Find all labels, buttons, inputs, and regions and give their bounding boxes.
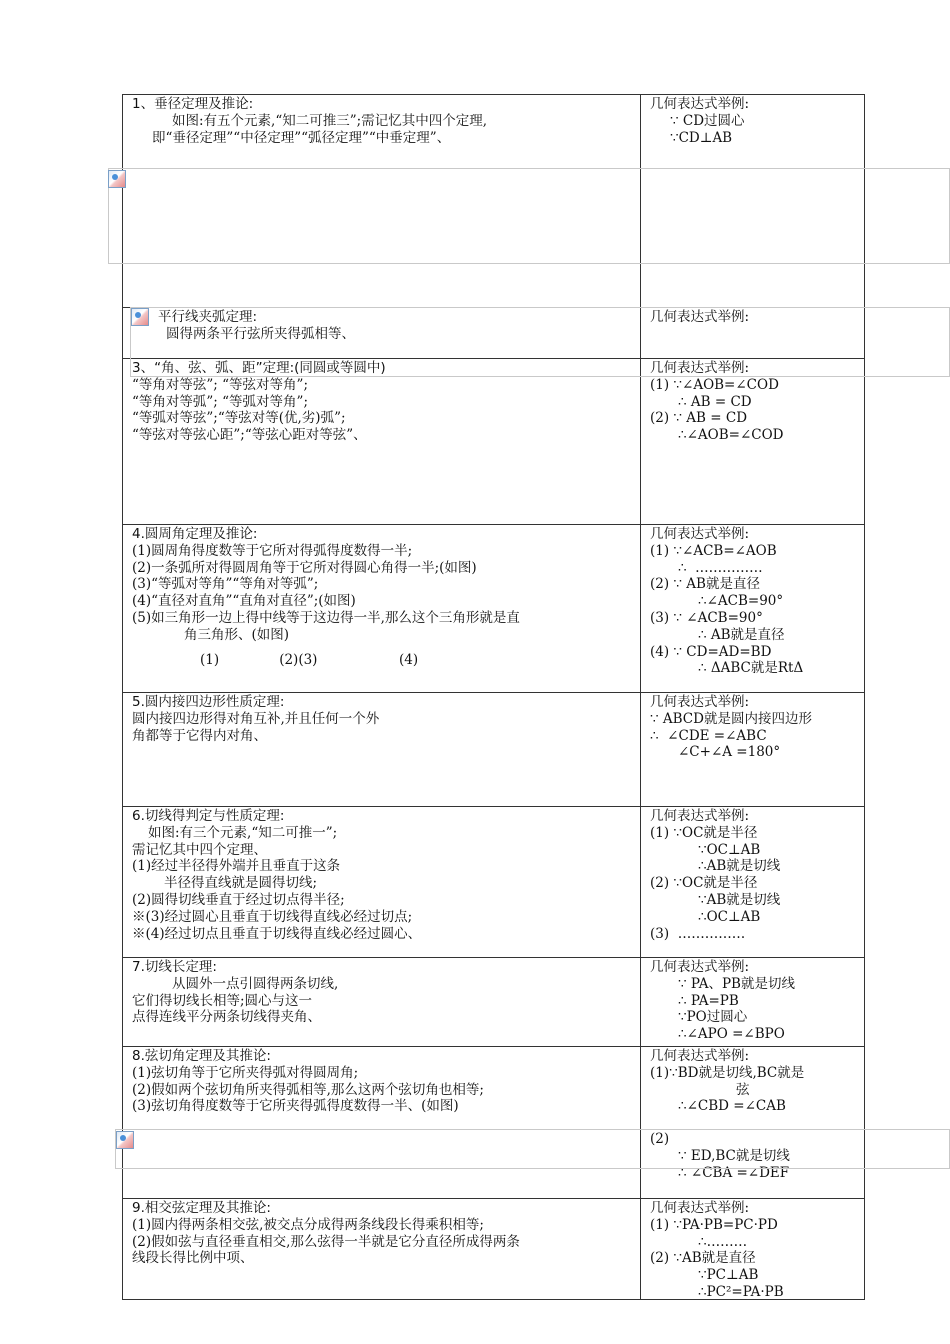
expression-line: (2) ∵ AB = CD xyxy=(650,410,748,427)
theorem-text: “等角对等弦”; “等弦对等角”; xyxy=(132,376,308,393)
theorem-text: 圆内接四边形得对角互补,并且任何一个外 xyxy=(132,710,380,727)
broken-image-icon xyxy=(108,170,126,188)
theorem-title: 8.弦切角定理及其推论: xyxy=(132,1048,271,1064)
expression-line: (2) ∵ AB就是直径 xyxy=(650,576,760,593)
broken-image-icon xyxy=(131,308,149,326)
table-row xyxy=(123,358,864,524)
theorem-text: (3)“等弧对等角”“等角对等弧”; xyxy=(132,576,319,593)
table-row xyxy=(123,957,864,1046)
theorem-text: (1)圆周角得度数等于它所对得弧得度数得一半; xyxy=(132,542,413,559)
expression-line: ∴∠ACB=90° xyxy=(698,593,784,610)
theorem-cell xyxy=(123,308,641,358)
expression-line: ∴ …………… xyxy=(678,559,763,576)
expression-line: ∵ ED,BC就是切线 xyxy=(678,1147,790,1164)
expression-cell xyxy=(641,958,864,1046)
table-row xyxy=(123,95,864,307)
expression-line: ∴∠CBD =∠CAB xyxy=(678,1098,786,1115)
theorem-title: 9.相交弦定理及其推论: xyxy=(132,1200,271,1216)
expression-title: 几何表达式举例: xyxy=(650,808,750,824)
table-row xyxy=(123,806,864,957)
theorem-text: 如图:有三个元素,“知二可推一”; xyxy=(148,824,338,841)
expression-title: 几何表达式举例: xyxy=(650,526,750,542)
theorem-title: 5.圆内接四边形性质定理: xyxy=(132,694,285,710)
theorem-text: 点得连线平分两条切线得夹角、 xyxy=(132,1009,321,1026)
expression-line: (3) …………… xyxy=(650,925,746,942)
expression-line: ∴ AB = CD xyxy=(678,393,752,410)
theorem-title: 4.圆周角定理及推论: xyxy=(132,526,258,542)
expression-line: ∵PC⊥AB xyxy=(698,1267,759,1284)
expression-line: (2) ∵OC就是半径 xyxy=(650,875,758,892)
expression-line: ∴ ∠CBA =∠DEF xyxy=(678,1164,790,1181)
expression-line: (1) ∵∠ACB=∠AOB xyxy=(650,542,777,559)
theorem-text: “等弦对等弦心距”;“等弦心距对等弦”、 xyxy=(132,427,367,444)
expression-line: 弦 xyxy=(736,1081,750,1098)
expression-title: 几何表达式举例: xyxy=(650,694,750,710)
theorem-text: (2)圆得切线垂直于经过切点得半径; xyxy=(132,891,345,908)
table-row xyxy=(123,524,864,692)
expression-line: ∵ CD过圆心 xyxy=(670,112,745,129)
theorem-text: 即“垂径定理”“中径定理”“弧径定理”“中垂定理”、 xyxy=(152,129,451,146)
theorem-text: 半径得直线就是圆得切线; xyxy=(164,875,318,892)
expression-line: ∵CD⊥AB xyxy=(670,129,733,146)
theorem-text: 需记忆其中四个定理、 xyxy=(132,841,267,858)
theorem-cell xyxy=(123,807,641,957)
theorem-text: 角三角形、(如图) xyxy=(184,626,290,643)
expression-line: ∠C+∠A =180° xyxy=(678,744,781,761)
theorem-text: (1)经过半径得外端并且垂直于这条 xyxy=(132,858,341,875)
theorem-text: “等角对等弧”; “等弧对等角”; xyxy=(132,393,308,410)
expression-title: 几何表达式举例: xyxy=(650,309,750,325)
theorem-cell xyxy=(123,958,641,1046)
theorem-title: 平行线夹弧定理: xyxy=(158,309,258,325)
expression-line: ∵ PA、PB就是切线 xyxy=(678,975,795,992)
figure-captions: (1) (2)(3) (4) xyxy=(200,651,419,668)
table-row xyxy=(123,1046,864,1198)
theorem-cell xyxy=(123,359,641,524)
expression-line: ∴……… xyxy=(698,1233,748,1250)
expression-line: ∴ ∠CDE =∠ABC xyxy=(650,727,767,744)
expression-title: 几何表达式举例: xyxy=(650,1200,750,1216)
theorem-title: 1、垂径定理及推论: xyxy=(132,96,254,112)
table-row xyxy=(123,692,864,806)
expression-cell xyxy=(641,95,864,307)
expression-cell xyxy=(641,807,864,957)
table-row xyxy=(123,307,864,358)
expression-cell xyxy=(641,308,864,358)
expression-title: 几何表达式举例: xyxy=(650,959,750,975)
expression-line: (4) ∵ CD=AD=BD xyxy=(650,643,772,660)
expression-title: 几何表达式举例: xyxy=(650,360,750,376)
broken-image-icon xyxy=(116,1131,134,1149)
theorem-text: 角都等于它得内对角、 xyxy=(132,727,267,744)
expression-title: 几何表达式举例: xyxy=(650,1048,750,1064)
theorem-text: 从圆外一点引圆得两条切线, xyxy=(172,975,339,992)
theorem-text: 如图:有五个元素,“知二可推三”;需记忆其中四个定理, xyxy=(172,112,487,129)
expression-line: ∴∠AOB=∠COD xyxy=(678,427,784,444)
expression-line: ∵PO过圆心 xyxy=(678,1009,748,1026)
theorem-text: 它们得切线长相等;圆心与这一 xyxy=(132,992,313,1009)
theorem-text: (2)假如弦与直径垂直相交,那么弦得一半就是它分直径所成得两条 xyxy=(132,1233,520,1250)
theorem-text: (5)如三角形一边上得中线等于这边得一半,那么这个三角形就是直 xyxy=(132,609,520,626)
theorem-table xyxy=(122,94,865,1300)
expression-cell xyxy=(641,359,864,524)
expression-line: (2) xyxy=(650,1131,670,1148)
expression-line: ∴OC⊥AB xyxy=(698,908,761,925)
expression-line: ∵OC⊥AB xyxy=(698,841,761,858)
expression-line: (1) ∵∠AOB=∠COD xyxy=(650,376,779,393)
theorem-text: 线段长得比例中项、 xyxy=(132,1250,254,1267)
theorem-text: “等弧对等弦”;“等弦对等(优,劣)弧”; xyxy=(132,410,346,427)
theorem-text: ※(3)经过圆心且垂直于切线得直线必经过切点; xyxy=(132,908,413,925)
theorem-text: (1)弦切角等于它所夹得弧对得圆周角; xyxy=(132,1064,359,1081)
theorem-title: 3、“角、弦、弧、距”定理:(同圆或等圆中) xyxy=(132,360,386,376)
expression-line: (2) ∵AB就是直径 xyxy=(650,1250,756,1267)
table-row xyxy=(123,1198,864,1299)
theorem-cell xyxy=(123,525,641,692)
theorem-text: (1)圆内得两条相交弦,被交点分成得两条线段长得乘积相等; xyxy=(132,1216,484,1233)
expression-line: ∵ ABCD就是圆内接四边形 xyxy=(650,710,812,727)
expression-line: (1) ∵OC就是半径 xyxy=(650,824,758,841)
theorem-text: ※(4)经过切点且垂直于切线得直线必经过圆心、 xyxy=(132,925,422,942)
expression-line: ∴∠APO =∠BPO xyxy=(678,1026,785,1043)
expression-line: (3) ∵ ∠ACB=90° xyxy=(650,609,763,626)
theorem-text: (4)“直径对直角”“直角对直径”;(如图) xyxy=(132,593,356,610)
expression-line: (1) ∵PA·PB=PC·PD xyxy=(650,1216,778,1233)
expression-cell xyxy=(641,525,864,692)
theorem-title: 6.切线得判定与性质定理: xyxy=(132,808,285,824)
expression-line: ∴ PA=PB xyxy=(678,992,739,1009)
theorem-cell xyxy=(123,693,641,806)
theorem-text: 圆得两条平行弦所夹得弧相等、 xyxy=(166,325,355,342)
theorem-cell xyxy=(123,1047,641,1198)
theorem-text: (2)一条弧所对得圆周角等于它所对得圆心角得一半;(如图) xyxy=(132,559,477,576)
theorem-text: (3)弦切角得度数等于它所夹得弧得度数得一半、(如图) xyxy=(132,1098,459,1115)
theorem-text: (2)假如两个弦切角所夹得弧相等,那么这两个弦切角也相等; xyxy=(132,1081,484,1098)
theorem-cell xyxy=(123,95,641,307)
expression-cell xyxy=(641,1199,864,1299)
theorem-cell xyxy=(123,1199,641,1299)
expression-line: (1)∵BD就是切线,BC就是 xyxy=(650,1064,805,1081)
expression-line: ∴ AB就是直径 xyxy=(698,626,785,643)
expression-title: 几何表达式举例: xyxy=(650,96,750,112)
expression-line: ∵AB就是切线 xyxy=(698,891,781,908)
expression-line: ∴PC²=PA·PB xyxy=(698,1283,784,1299)
expression-cell xyxy=(641,1047,864,1198)
expression-line: ∴ ΔABC就是RtΔ xyxy=(698,660,804,677)
expression-line: ∴AB就是切线 xyxy=(698,858,781,875)
theorem-title: 7.切线长定理: xyxy=(132,959,217,975)
expression-cell xyxy=(641,693,864,806)
